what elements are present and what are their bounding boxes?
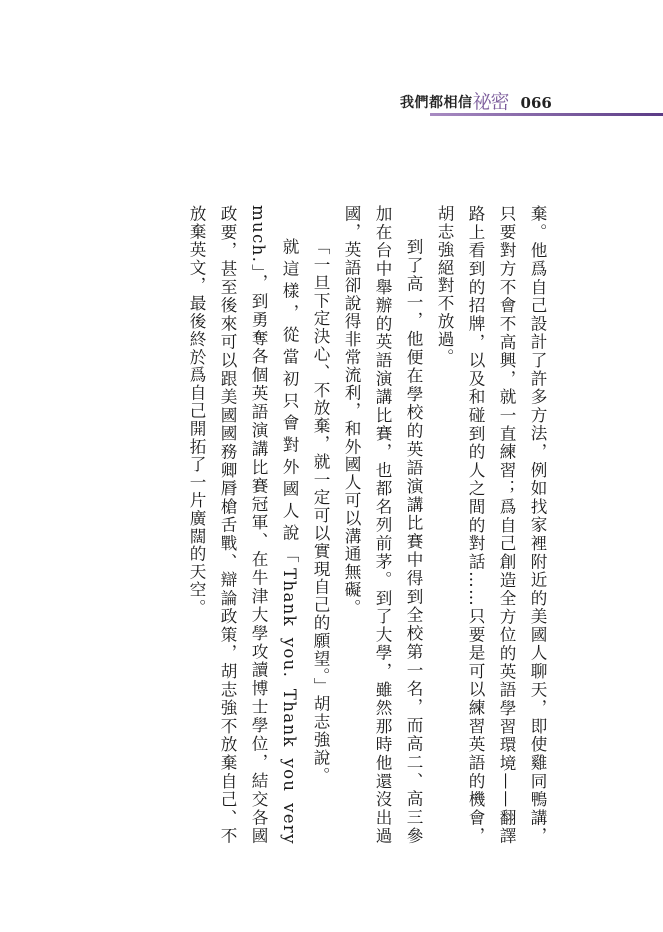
- paragraph-3: 「一旦下定決心、不放棄，就一定可以實現自己的願望。」胡志強說。: [311, 238, 330, 785]
- paragraph-1: 棄。他爲自己設計了許多方法，例如找家裡附近的美國人聊天，即使雞同鴨講，只要對方不會不高興，就一直練習；爲自己創造全方位的英語學習環境——翻譯路上看到的招牌，以及和碰到的人之間的對話……只要是可以練習英語的機會，胡志強絕對不放過。: [435, 205, 547, 845]
- paragraph-4: 就這樣，從當初只會對外國人說「Thank you. Thank you very much.」，到勇奪各個英語演講比賽冠軍、在牛津大學攻讀博士學位，結交各國政要，甚至後來可以跟美國國務卿脣槍舌戰、辯論政策，胡志強不放棄自己、不放棄英文，最後終於爲自己開拓了一片廣闊的天空。: [187, 205, 299, 845]
- page-number: 066: [520, 94, 552, 112]
- book-title: 我們都相信: [400, 95, 473, 111]
- paragraph-2: 到了高一，他便在學校的英語演講比賽中得到全校第一名，而高二、高三參加在台中舉辦的英語演講比賽，也都名列前茅。到了大學，雖然那時他還沒出過國，英語卻說得非常流利，和外國人可以溝通無礙。: [342, 205, 423, 845]
- body-text: [133, 205, 553, 845]
- running-header: [400, 88, 552, 112]
- header-rule: [430, 113, 663, 116]
- book-title-accent: 祕密: [472, 91, 509, 113]
